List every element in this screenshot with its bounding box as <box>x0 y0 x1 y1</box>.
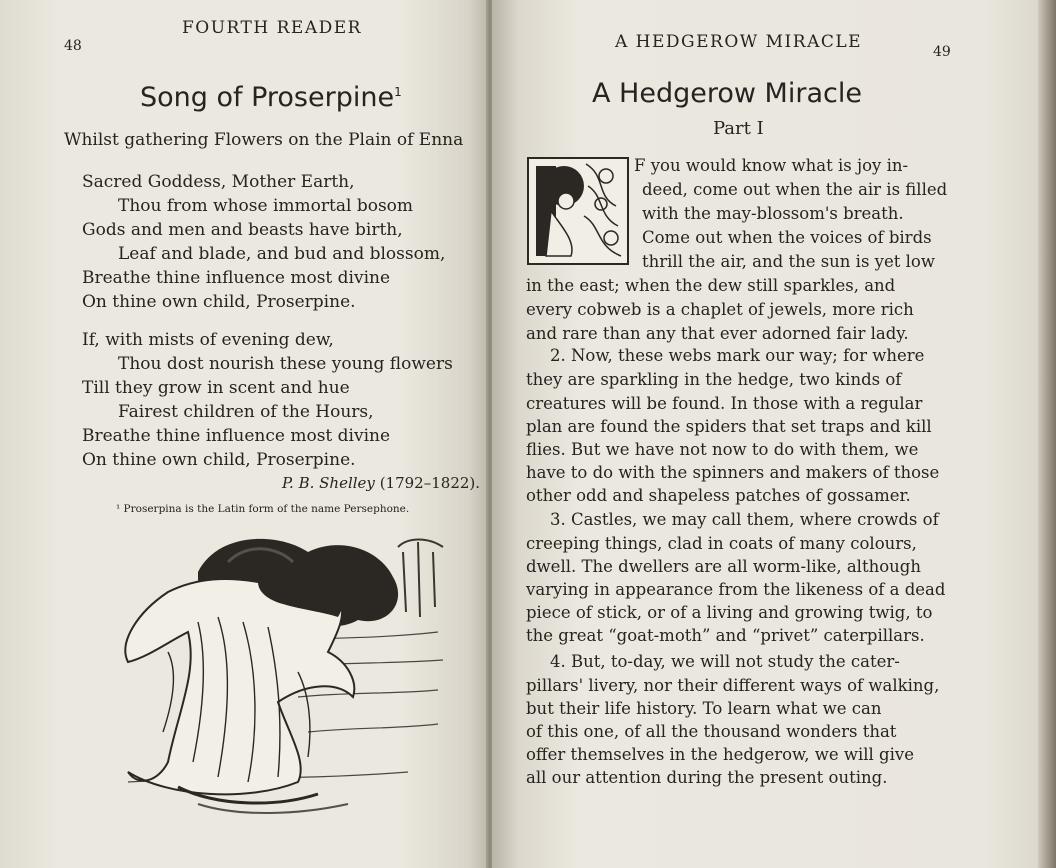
prose-line: creatures will be found. In those with a regular <box>526 394 923 413</box>
prose-line: with the may-blossom's breath. <box>642 204 904 223</box>
prose-line: deed, come out when the air is filled <box>642 180 948 199</box>
footnote: ¹ Proserpina is the Latin form of the name Persephone. <box>116 503 410 515</box>
verse-line: Fairest children of the Hours, <box>118 402 374 422</box>
verse-line: Leaf and blade, and bud and blossom, <box>118 244 446 264</box>
prose-line: have to do with the spinners and makers of those <box>526 463 940 482</box>
prose-line: they are sparkling in the hedge, two kinds of <box>526 370 902 389</box>
poem-title-note: 1 <box>394 85 402 99</box>
page-edge <box>1038 0 1056 868</box>
verse-line: Breathe thine influence most divine <box>82 426 391 446</box>
page-number-right: 49 <box>933 44 951 60</box>
prose-line: dwell. The dwellers are all worm-like, although <box>526 557 921 576</box>
prose-line: the great “goat-moth” and “privet” caterpillars. <box>526 626 925 645</box>
running-head-right: A HEDGEROW MIRACLE <box>615 32 863 52</box>
illuminated-letter-i-icon <box>526 156 630 266</box>
prose-line: 2. Now, these webs mark our way; for where <box>550 346 925 365</box>
page-number-left: 48 <box>64 38 82 54</box>
verse-line: Thou dost nourish these young flowers <box>118 354 453 374</box>
running-head-left: FOURTH READER <box>182 18 362 38</box>
prose-line: and rare than any that ever adorned fair lady. <box>526 324 909 343</box>
prose-line: of this one, of all the thousand wonders that <box>526 722 897 741</box>
prose-line: creeping things, clad in coats of many colours, <box>526 534 917 553</box>
attribution-years: (1792–1822). <box>379 474 481 492</box>
prose-line: 4. But, to-day, we will not study the cater- <box>550 652 900 671</box>
prose-line: flies. But we have not now to do with them, we <box>526 440 919 459</box>
prose-line: piece of stick, or of a living and growing twig, to <box>526 603 933 622</box>
prose-line: offer themselves in the hedgerow, we will give <box>526 745 914 764</box>
verse-line: Gods and men and beasts have birth, <box>82 220 403 240</box>
poem-subtitle: Whilst gathering Flowers on the Plain of Enna <box>64 130 464 150</box>
prose-line: every cobweb is a chaplet of jewels, more rich <box>526 300 914 319</box>
verse-line: If, with mists of evening dew, <box>82 330 334 350</box>
right-page <box>492 0 1040 868</box>
verse-line: On thine own child, Proserpine. <box>82 450 356 470</box>
verse-line: Till they grow in scent and hue <box>82 378 350 398</box>
verse-line: Thou from whose immortal bosom <box>118 196 414 216</box>
prose-line: plan are found the spiders that set traps and kill <box>526 417 932 436</box>
prose-line: Come out when the voices of birds <box>642 228 932 247</box>
prose-line: F you would know what is joy in- <box>634 156 909 175</box>
prose-line: varying in appearance from the likeness of a dead <box>526 580 946 599</box>
prose-line: 3. Castles, we may call them, where crowds of <box>550 510 939 529</box>
part-heading: Part I <box>713 118 764 139</box>
prose-line: but their life history. To learn what we can <box>526 699 882 718</box>
prose-line: other odd and shapeless patches of gossamer. <box>526 486 911 505</box>
attribution <box>282 474 480 492</box>
verse-line: On thine own child, Proserpine. <box>82 292 356 312</box>
attribution-author: P. B. Shelley <box>282 474 375 492</box>
chapter-title: A Hedgerow Miracle <box>592 78 862 109</box>
proserpine-illustration <box>108 532 458 822</box>
poem-title <box>140 82 402 113</box>
verse-line: Breathe thine influence most divine <box>82 268 391 288</box>
verse-line: Sacred Goddess, Mother Earth, <box>82 172 355 192</box>
prose-line: thrill the air, and the sun is yet low <box>642 252 935 271</box>
left-page <box>0 0 488 868</box>
prose-line: in the east; when the dew still sparkles, and <box>526 276 896 295</box>
prose-line: pillars' livery, nor their different ways of walking, <box>526 676 940 695</box>
poem-title-text: Song of Proserpine <box>140 82 395 113</box>
prose-line: all our attention during the present outing. <box>526 768 888 787</box>
